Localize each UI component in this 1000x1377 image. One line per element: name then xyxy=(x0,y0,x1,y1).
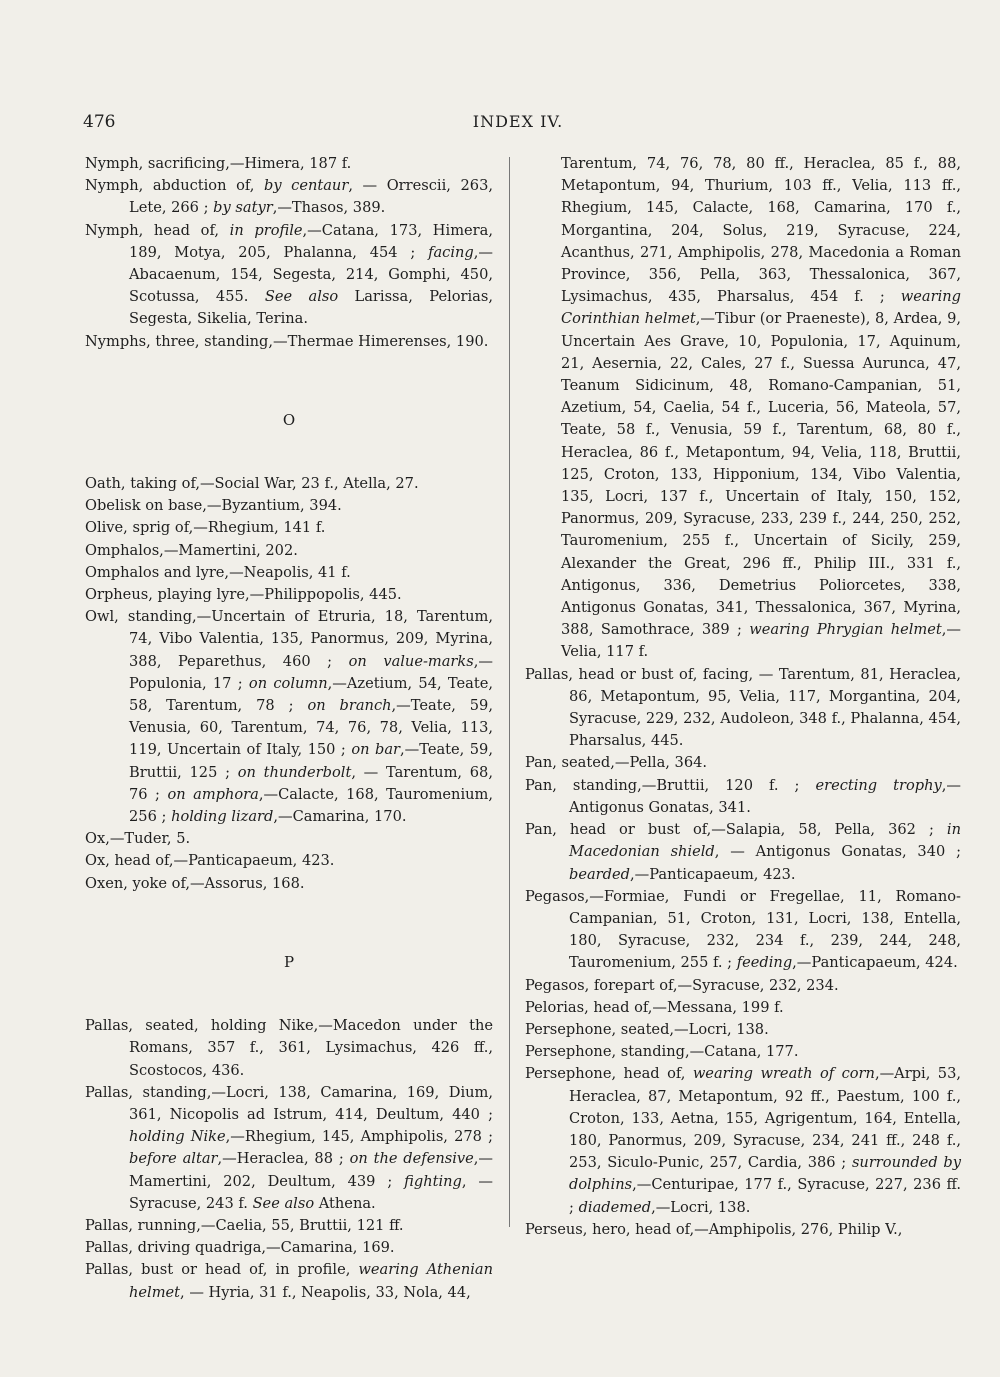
continued-entry: Tarentum, 74, 76, 78, 80 ff., Heraclea, 85 f., 88, Metapontum, 94, Thurium, 103 ff., Velia, 113 ff., Rhegium, 145, Calacte, 168, Camarina, 170 f., Morgantina, 204, Solus, 219, Syracuse, 224, Acanthus, 271, Amphipolis, 278, Macedonia a Roman Province, 356, Pella, 363, Thessalonica, 367, Lysimachus, 435, Pharsalus, 454 f. ; wearing Corinthian helmet,—Tibur (or Praeneste), 8, Ardea, 9, Uncertain Aes Grave, 10, Populonia, 17, Aquinum, 21, Aesernia, 22, Cales, 27 f., Suessa Aurunca, 47, Teanum Sidicinum, 48, Romano-Campanian, 51, Azetium, 54, Caelia, 54 f., Luceria, 56, Mateola, 57, Teate, 58 f., Venusia, 59 f., Tarentum, 68, 80 f., Heraclea, 86 f., Metapontum, 94, Velia, 118, Bruttii, 125, Croton, 133, Hipponium, 134, Vibo Valentia, 135, Locri, 137 f., Uncertain of Italy, 150, 152, Panormus, 209, Syracuse, 233, 239 f., 244, 250, 252, Tauromenium, 255 f., Uncertain of Sicily, 259, Alexander the Great, 296 ff., Philip III., 331 f., Antigonus, 336, Demetrius Poliorcetes, 338, Antigonus Gonatas, 341, Thessalonica, 367, Myrina, 388, Samothrace, 389 ; wearing Phrygian helmet,—Velia, 117 f. xyxy=(561,155,961,661)
o-entries xyxy=(85,473,493,895)
index-entry: Persephone, standing,—Catana, 177. xyxy=(525,1043,799,1061)
index-entry: Persephone, head of, wearing wreath of corn,—Arpi, 53, Heraclea, 87, Metapontum, 92 ff., Paestum, 100 f., Croton, 133, Aetna, 155, Agrigentum, 164, Entella, 180, Panormus, 209, Syracuse, 234, 241 ff., 248 f., 253, Siculo-Punic, 257, Cardia, 386 ; surrounded by dolphins,—Centuripae, 177 f., Syracuse, 227, 236 ff. ; diademed,—Locri, 138. xyxy=(525,1065,961,1216)
index-entry: Ox,—Tuder, 5. xyxy=(85,830,191,848)
section-letter-p: P xyxy=(283,952,295,971)
index-entry: Pan, standing,—Bruttii, 120 f. ; erecting trophy,—Antigonus Gonatas, 341. xyxy=(525,776,961,816)
index-entry: Pallas, running,—Caelia, 55, Bruttii, 121 ff. xyxy=(85,1216,404,1234)
index-entry: Nymph, abduction of, by centaur, — Orrescii, 263, Lete, 266 ; by satyr,—Thasos, 389. xyxy=(85,177,493,217)
index-entry: Nymphs, three, standing,—Thermae Himerenses, 190. xyxy=(85,332,489,350)
index-entry: Omphalos,—Mamertini, 202. xyxy=(85,541,298,559)
index-entry: Pan, seated,—Pella, 364. xyxy=(525,754,708,772)
section-letter-o: O xyxy=(282,410,296,429)
index-entry: Pallas, standing,—Locri, 138, Camarina, 169, Dium, 361, Nicopolis ad Istrum, 414, Deultum, 440 ; holding Nike,—Rhegium, 145, Amphipolis, 278 ; before altar,—Heraclea, 88 ; on the defensive,—Mamertini, 202, Deultum, 439 ; fighting, — Syracuse, 243 f. See also Athena. xyxy=(85,1083,494,1212)
index-entry: Persephone, seated,—Locri, 138. xyxy=(525,1020,769,1038)
index-entry: Oxen, yoke of,—Assorus, 168. xyxy=(85,874,305,892)
index-entry: Pegasos,—Formiae, Fundi or Fregellae, 11, Romano-Campanian, 51, Croton, 131, Locri, 138, Entella, 180, Syracuse, 232, 234 f., 239, 244, 248, Tauromenium, 255 f. ; feeding,—Panticapaeum, 424. xyxy=(525,887,961,972)
index-entry: Pallas, driving quadriga,—Camarina, 169. xyxy=(85,1239,395,1257)
index-entry: Pallas, head or bust of, facing, — Tarentum, 81, Heraclea, 86, Metapontum, 95, Velia, 117, Morgantina, 204, Syracuse, 229, 232, Audoleon, 348 f., Phalanna, 454, Pharsalus, 445. xyxy=(525,665,961,750)
index-entry: Obelisk on base,—Byzantium, 394. xyxy=(85,497,342,515)
index-entry: Ox, head of,—Panticapaeum, 423. xyxy=(85,852,335,870)
index-entry: Pallas, bust or head of, in profile, wearing Athenian helmet, — Hyria, 31 f., Neapolis, 33, Nola, 44, xyxy=(85,1261,494,1301)
left-column xyxy=(85,153,493,1304)
running-head: INDEX IV. xyxy=(472,112,564,131)
page-number: 476 xyxy=(83,112,116,132)
right-column xyxy=(525,153,961,1241)
p-entries xyxy=(85,1015,493,1304)
index-entry: Perseus, hero, head of,—Amphipolis, 276, Philip V., xyxy=(525,1220,903,1238)
index-entry: Nymph, head of, in profile,—Catana, 173, Himera, 189, Motya, 205, Phalanna, 454 ; facing,—Abacaenum, 154, Segesta, 214, Gomphi, 450, Scotussa, 455. See also Larissa, Pelorias, Segesta, Sikelia, Terina. xyxy=(85,221,494,328)
index-entry: Omphalos and lyre,—Neapolis, 41 f. xyxy=(85,563,351,581)
index-entry: Pegasos, forepart of,—Syracuse, 232, 234. xyxy=(525,976,839,994)
right-entries xyxy=(525,664,961,1241)
index-entry: Owl, standing,—Uncertain of Etruria, 18, Tarentum, 74, Vibo Valentia, 135, Panormus, 209, Myrina, 388, Peparethus, 460 ; on value-marks,—Populonia, 17 ; on column,—Azetium, 54, Teate, 58, Tarentum, 78 ; on branch,—Teate, 59, Venusia, 60, Tarentum, 74, 76, 78, Velia, 113, 119, Uncertain of Italy, 150 ; on bar,—Teate, 59, Bruttii, 125 ; on thunderbolt, — Tarentum, 68, 76 ; on amphora,—Calacte, 168, Tauromenium, 256 ; holding lizard,—Camarina, 170. xyxy=(85,608,493,826)
index-entry: Orpheus, playing lyre,—Philippopolis, 445. xyxy=(85,586,402,604)
index-entry: Pallas, seated, holding Nike,—Macedon under the Romans, 357 f., 361, Lysimachus, 426 ff., Scostocos, 436. xyxy=(85,1017,493,1079)
index-entry: Oath, taking of,—Social War, 23 f., Atella, 27. xyxy=(85,475,419,493)
column-divider xyxy=(509,157,510,1227)
n-entries xyxy=(85,153,493,353)
index-entry: Olive, sprig of,—Rhegium, 141 f. xyxy=(85,519,326,537)
index-entry: Nymph, sacrificing,—Himera, 187 f. xyxy=(85,155,352,172)
page-header xyxy=(83,112,953,138)
index-entry: Pan, head or bust of,—Salapia, 58, Pella, 362 ; in Macedonian shield, — Antigonus Gonatas, 340 ; bearded,—Panticapaeum, 423. xyxy=(525,821,962,883)
index-entry: Pelorias, head of,—Messana, 199 f. xyxy=(525,998,784,1016)
